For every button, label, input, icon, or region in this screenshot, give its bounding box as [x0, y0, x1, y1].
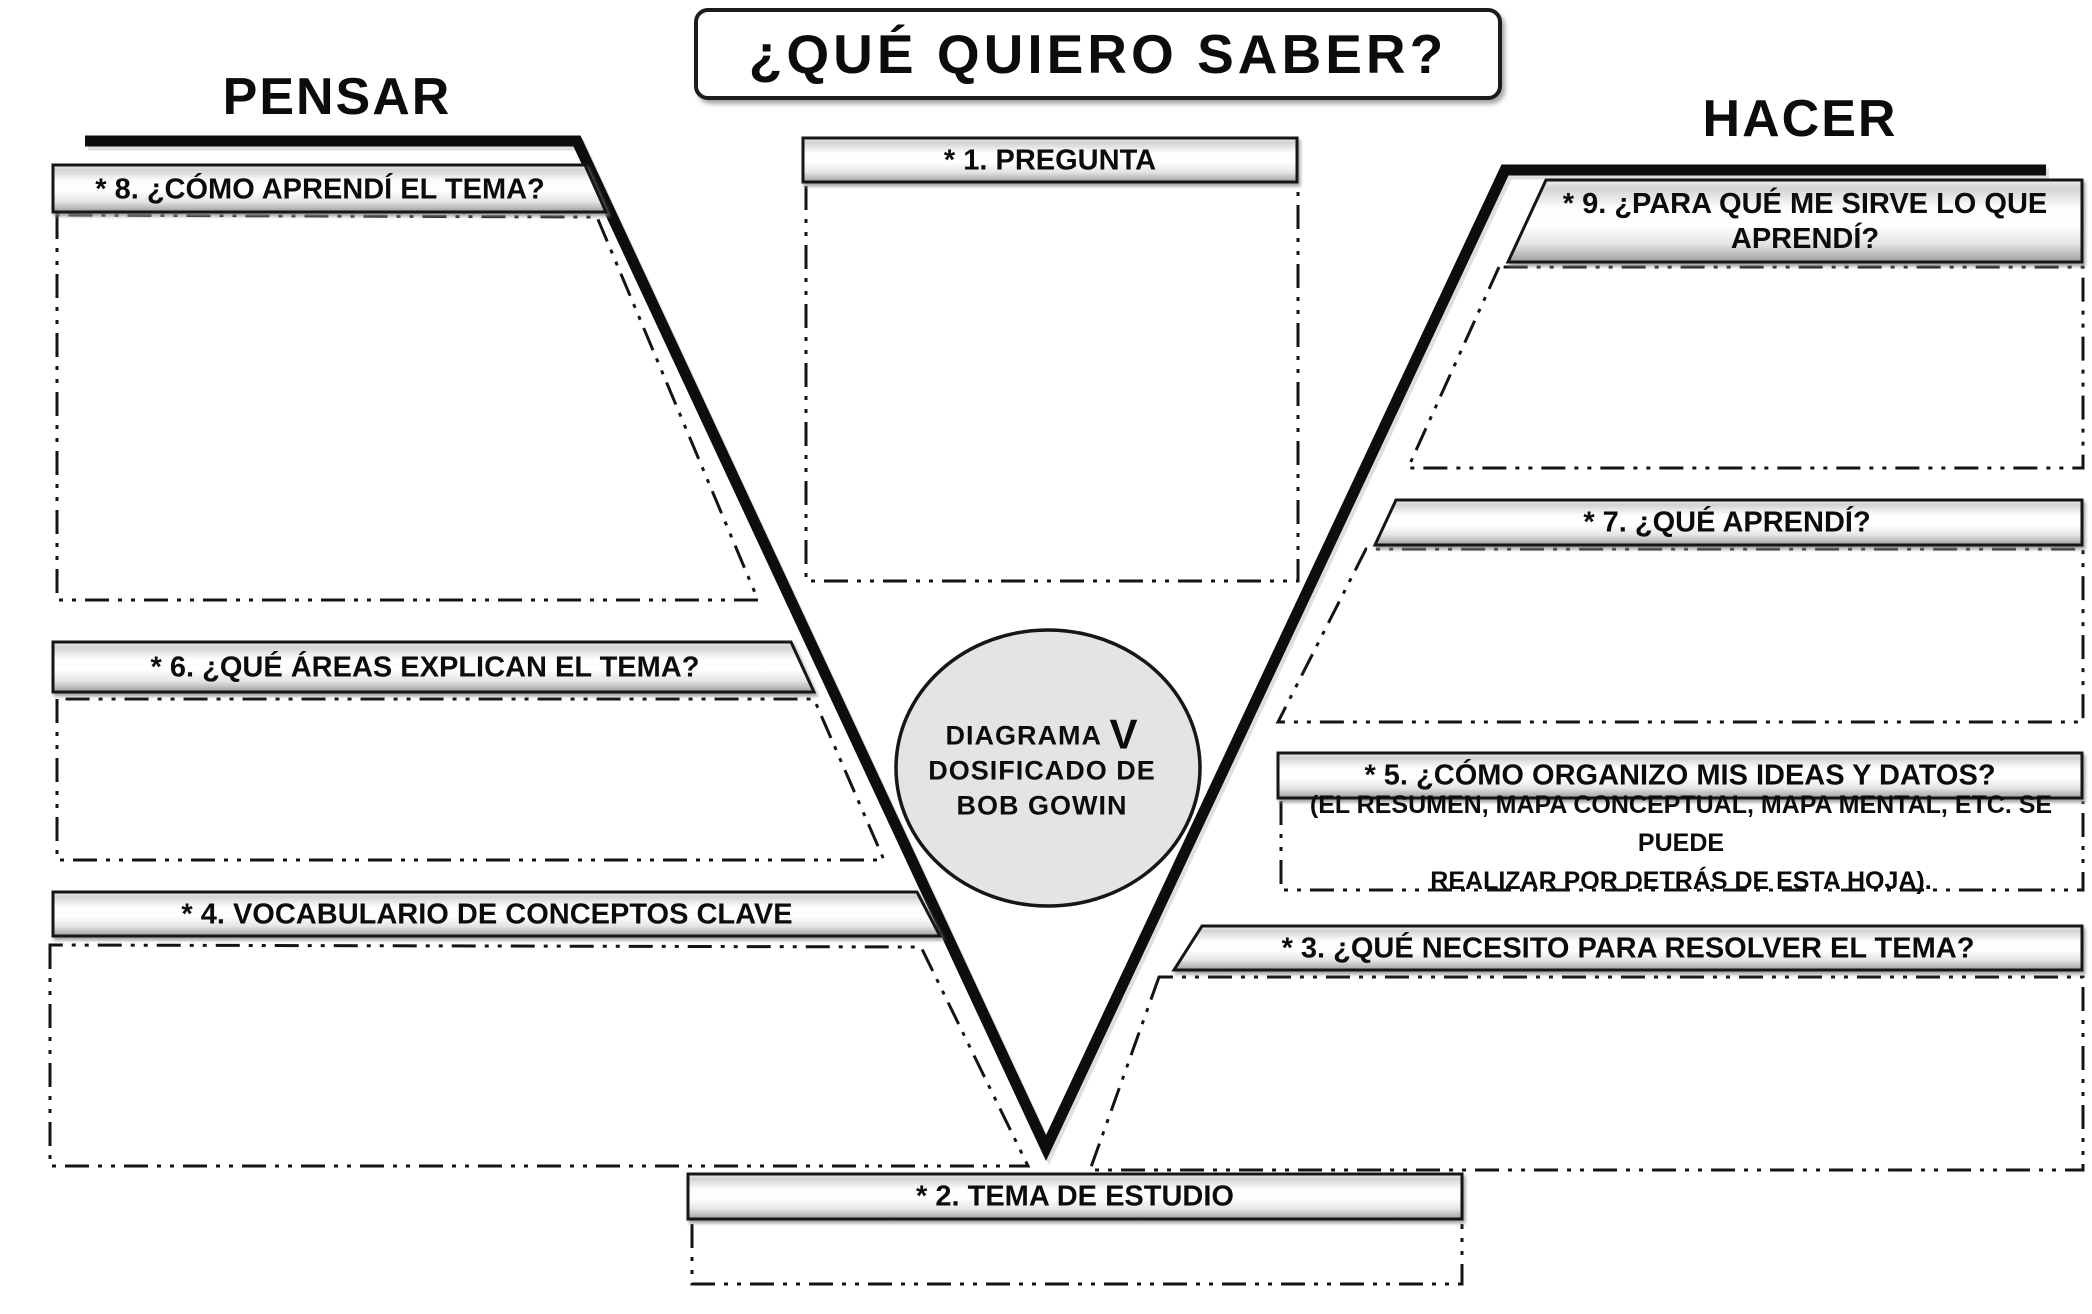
bar-label-q9 — [1563, 187, 2048, 257]
area-outline-q6 — [57, 699, 884, 860]
circle-line2: DOSIFICADO DE — [928, 755, 1156, 786]
area-outline-q1 — [806, 186, 1298, 581]
circle-line1-v: V — [1109, 710, 1139, 758]
bar-label-q3: * 3. ¿QUÉ NECESITO PARA RESOLVER EL TEMA? — [1281, 932, 1975, 965]
bar-label-q9-line1: * 9. ¿PARA QUÉ ME SIRVE LO QUE — [1562, 188, 2048, 221]
bar-label-q9-line2: APRENDÍ? — [1730, 223, 1880, 255]
circle-line1: DIAGRAMA — [945, 720, 1110, 751]
area-outline-q2 — [692, 1224, 1462, 1284]
bar-label-q2: * 2. TEMA DE ESTUDIO — [916, 1180, 1234, 1213]
center-circle-caption — [928, 710, 1156, 824]
bar-label-q5: * 5. ¿CÓMO ORGANIZO MIS IDEAS Y DATOS? — [1364, 759, 1996, 792]
bar-label-q4: * 4. VOCABULARIO DE CONCEPTOS CLAVE — [181, 898, 793, 931]
organize-note — [1271, 786, 2091, 900]
bar-label-q1: * 1. PREGUNTA — [943, 144, 1157, 177]
left-side-label: PENSAR — [222, 68, 452, 126]
area-outline-q4 — [50, 945, 1028, 1166]
organize-note-line2: REALIZAR POR DETRÁS DE ESTA HOJA). — [1430, 867, 1932, 895]
bar-label-q8: * 8. ¿CÓMO APRENDÍ EL TEMA? — [95, 173, 545, 206]
bar-label-q6: * 6. ¿QUÉ ÁREAS EXPLICAN EL TEMA? — [150, 651, 700, 684]
area-outline-q3 — [1090, 977, 2083, 1170]
area-outline-q7 — [1278, 549, 2083, 722]
area-outline-q9 — [1408, 267, 2083, 468]
organize-note-line1: (EL RESUMEN, MAPA CONCEPTUAL, MAPA MENTAL, ETC. SE PUEDE — [1309, 791, 2053, 857]
right-side-label: HACER — [1702, 90, 1898, 148]
circle-line3: BOB GOWIN — [956, 790, 1128, 821]
area-outline-q8 — [57, 215, 758, 600]
page-title: ¿QUÉ QUIERO SABER? — [748, 23, 1448, 85]
title-box — [694, 8, 1502, 100]
bar-label-q7: * 7. ¿QUÉ APRENDÍ? — [1583, 506, 1871, 539]
